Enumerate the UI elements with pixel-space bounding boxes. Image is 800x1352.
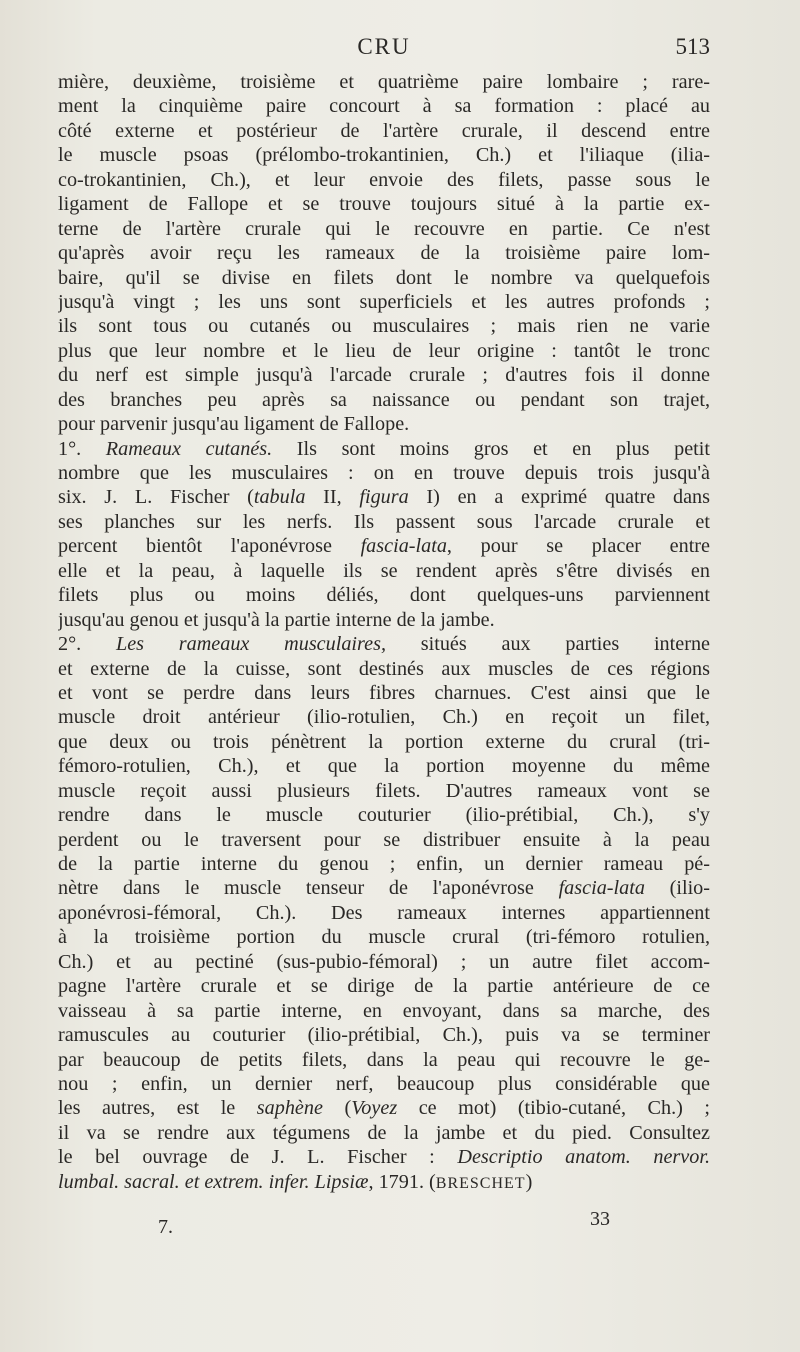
text-line [58,974,710,998]
text-line [58,1121,710,1145]
text-run: perdent ou le traversent pour se distribuer ensuite à la peau [58,828,710,851]
text-line [58,437,710,461]
text-line [58,950,710,974]
text-run: six. J. L. Fischer ( [58,486,254,509]
text-line [58,1145,710,1169]
text-line [58,901,710,925]
text-line [58,168,710,192]
text-line [58,339,710,363]
text-run: il va se rendre aux tégumens de la jambe et du pied. Consultez [58,1121,710,1144]
text-run: à la troisième portion du muscle crural (tri-fémoro rotulien, [58,926,710,949]
text-run: rendre dans le muscle couturier (ilio-prétibial, Ch.), s'y [58,804,710,827]
text-line [58,779,710,803]
text-run: de la partie interne du genou ; enfin, un dernier rameau pé- [58,853,710,875]
text-run: et vont se perdre dans leurs fibres charnues. C'est ainsi que le [58,681,710,704]
text-line [58,119,710,143]
text-run: ils sont tous ou cutanés ou musculaires ; mais rien ne varie [58,315,710,338]
author-name: BRESCHET [435,1174,526,1192]
text-line [58,363,710,387]
text-line [58,388,710,412]
text-run: co-trokantinien, Ch.), et leur envoie des filets, passe sous le [58,168,710,191]
article-text [58,70,710,1194]
text-line [58,1170,710,1194]
text-line [58,852,710,876]
text-line [58,534,710,558]
text-run: le bel ouvrage de J. L. Fischer : [58,1146,458,1169]
text-run: et externe de la cuisse, sont destinés aux muscles de ces régions [58,657,710,680]
italic-text: figura [359,486,409,509]
text-run: baire, qu'il se divise en filets dont le nombre va quelquefois [58,266,710,289]
text-line [58,559,710,583]
italic-text: Rameaux cutanés. [105,437,273,460]
italic-text: lumbal. sacral. et extrem. infer. Lipsiæ [58,1170,369,1193]
text-run: du nerf est simple jusqu'à l'arcade crurale ; d'autres fois il donne [58,364,710,387]
text-run: 2°. [58,633,116,656]
text-run: ramuscules au couturier (ilio-prétibial, Ch.), puis va se terminer [58,1024,710,1047]
page-header [58,34,710,66]
text-run: 1°. [58,437,106,460]
italic-text: Descriptio anatom. nervor. [457,1146,710,1169]
text-run: percent bientôt l'aponévrose [58,535,361,558]
italic-text: fascia-lata [360,535,447,558]
signature-mark-right: 33 [590,1208,610,1230]
text-line [58,70,710,94]
text-run: plus que leur nombre et le lieu de leur origine : tantôt le tronc [58,339,710,362]
text-run: le muscle psoas (prélombo-trokantinien, Ch.) et l'iliaque (ilia- [58,144,710,167]
text-line [58,412,710,436]
text-run: pagne l'artère crurale et se dirige de la partie antérieure de ce [58,975,710,998]
text-run: des branches peu après sa naissance ou pendant son trajet, [58,388,710,411]
text-run: ligament de Fallope et se trouve toujours situé à la partie ex- [58,193,710,216]
text-run: aponévrosi-fémoral, Ch.). Des rameaux internes appartiennent [58,901,710,924]
text-run: (ilio- [644,877,710,900]
text-line [58,1072,710,1096]
text-line [58,730,710,754]
text-run: nou ; enfin, un dernier nerf, beaucoup plus considérable que [58,1072,710,1095]
page-number: 513 [675,34,710,59]
text-line [58,999,710,1023]
text-line [58,608,710,632]
text-run: pour parvenir jusqu'au ligament de Fallope. [58,413,410,436]
text-run: jusqu'à vingt ; les uns sont superficiels et les autres profonds ; [58,290,710,313]
signature-mark-left: 7. [158,1216,173,1238]
text-run: situés aux parties interne [386,633,710,656]
text-run: fémoro-rotulien, Ch.), et que la portion moyenne du même [58,755,710,778]
text-run: mière, deuxième, troisième et quatrième paire lombaire ; rare- [58,71,710,93]
italic-text: Les rameaux musculaires, [115,633,387,656]
text-line [58,705,710,729]
text-run: nombre que les musculaires : on en trouve depuis trois jusqu'à [58,462,710,484]
text-run: côté externe et postérieur de l'artère crurale, il descend entre [58,119,710,142]
text-line [58,461,710,485]
page-footer [58,1208,710,1246]
text-run: vaisseau à sa partie interne, en envoyant, dans sa marche, des [58,999,710,1022]
text-run: par beaucoup de petits filets, dans la peau qui recouvre le ge- [58,1048,710,1071]
text-run: Ils sont moins gros et en plus petit [272,437,710,460]
text-run: terne de l'artère crurale qui le recouvre en partie. Ce n'est [58,217,710,240]
text-line [58,314,710,338]
italic-text: fascia-lata [558,877,645,900]
text-run: ) [525,1170,533,1193]
text-run: ment la cinquième paire concourt à sa formation : placé au [58,95,710,118]
text-line [58,925,710,949]
text-run: muscle droit antérieur (ilio-rotulien, Ch.) en reçoit un filet, [58,706,710,729]
text-line [58,241,710,265]
running-head: CRU [357,34,411,59]
text-run: ( [322,1097,352,1120]
text-line [58,1023,710,1047]
text-line [58,632,710,656]
text-run: muscle reçoit aussi plusieurs filets. D'autres rameaux vont se [58,779,710,802]
italic-text: tabula [253,486,306,509]
text-line [58,510,710,534]
text-line [58,217,710,241]
italic-text: Voyez [351,1097,398,1120]
text-line [58,876,710,900]
text-run: les autres, est le [58,1097,257,1120]
text-line [58,754,710,778]
text-line [58,828,710,852]
text-run: ce mot) (tibio-cutané, Ch.) ; [397,1097,710,1120]
text-line [58,1048,710,1072]
text-run: jusqu'au genou et jusqu'à la partie interne de la jambe. [58,608,495,631]
text-line [58,266,710,290]
text-line [58,657,710,681]
italic-text: saphène [256,1097,323,1120]
text-run: elle et la peau, à laquelle ils se rendent après s'être divisés en [58,559,710,582]
text-line [58,143,710,167]
text-line [58,1096,710,1120]
text-run: Ch.) et au pectiné (sus-pubio-fémoral) ; un autre filet accom- [58,950,710,973]
text-run: ses planches sur les nerfs. Ils passent sous l'arcade crurale et [58,510,710,533]
text-line [58,290,710,314]
text-run: que deux ou trois pénètrent la portion externe du crural (tri- [58,730,710,753]
text-line [58,803,710,827]
text-line [58,583,710,607]
text-line [58,681,710,705]
text-run: II, [305,486,360,509]
text-run: qu'après avoir reçu les rameaux de la troisième paire lom- [58,242,710,265]
text-run: I) en a exprimé quatre dans [408,486,710,509]
text-line [58,485,710,509]
text-run: , 1791. ( [368,1170,436,1193]
text-run: filets plus ou moins déliés, dont quelques-uns parviennent [58,584,710,607]
text-line [58,94,710,118]
text-run: , pour se placer entre [446,535,710,558]
text-line [58,192,710,216]
text-run: nètre dans le muscle tenseur de l'aponévrose [58,877,559,900]
